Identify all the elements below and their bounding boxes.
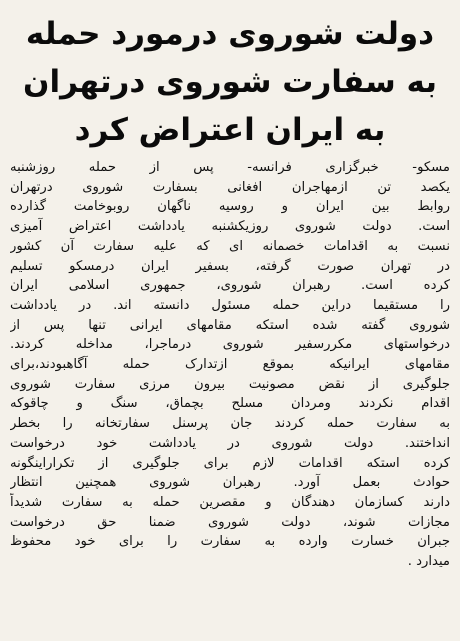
body-line: دارند کسازمان دهندگان و مقصرین حمله به سفارت شدیداً <box>10 494 450 510</box>
body-line: مجازات شوند، دولت شوروی ضمنا حق درخواست <box>10 514 450 530</box>
body-line: به سفارت حمله کردند جان پرسنل سفارتخانه را بخطر <box>10 416 450 432</box>
body-line: انداختند. دولت شوروی در یادداشت خود درخواست <box>10 435 450 451</box>
body-line: مسکو- خبرگزاری فرانسه- پس از حمله روزشنبه <box>10 160 450 175</box>
body-line: حوادث بعمل آورد. رهبران شوروی همچنین انتظار <box>10 475 450 491</box>
body-line: را مستقیما دراین حمله مسئول دانسته اند. در یادداشت <box>10 297 450 313</box>
body-line: نسبت به اقدامات خصمانه ای که علیه سفارت آن کشور <box>10 238 450 254</box>
headline-line-1: دولت شوروی درمورد حمله <box>25 16 435 52</box>
newspaper-clipping <box>10 8 450 621</box>
body-line: مقامهای ایرانیکه بموقع ازتدارک حمله آگاهبودند،برای <box>10 357 450 373</box>
body-line: است. دولت شوروی روزیکشنبه یادداشت اعتراض آمیزی <box>10 219 450 235</box>
body-line: کرده استکه اقدامات لازم برای جلوگیری از تکراراینگونه <box>10 455 450 471</box>
body-line-last: میدارد . <box>407 554 450 570</box>
body-line: در تهران صورت گرفته، بسفیر ایران درمسکو تسلیم <box>10 258 450 274</box>
body-line: کرده است. رهبران شوروی، جمهوری اسلامی ایران <box>10 278 450 294</box>
body-line: جبران خسارت وارده به سفارت را برای خود محفوظ <box>10 534 450 550</box>
body-line: شوروی گفته شده استکه مقامهای ایرانی تنها پس از <box>10 317 450 333</box>
body-line: درخواستهای مکررسفیر شوروی درماجرا، مداخله کردند. <box>10 337 450 353</box>
body-line: یکصد تن ازمهاجران افغانی بسفارت شوروی درتهران <box>10 179 450 195</box>
headline-line-3: به ایران اعتراض کرد <box>74 112 386 148</box>
body-line: روابط بین ایران و روسیه ناگهان روبوخامت گذارده <box>10 199 450 215</box>
article-body <box>10 158 450 572</box>
body-line: اقدام نکردند ومردان مسلح بچماق، سنگ و چاقوکه <box>10 396 450 412</box>
headline-line-2: به سفارت شوروی درتهران <box>23 64 437 100</box>
headline <box>10 8 450 154</box>
body-line: جلوگیری از نقض مصونیت بیرون مرزی سفارت شوروی <box>10 376 450 392</box>
